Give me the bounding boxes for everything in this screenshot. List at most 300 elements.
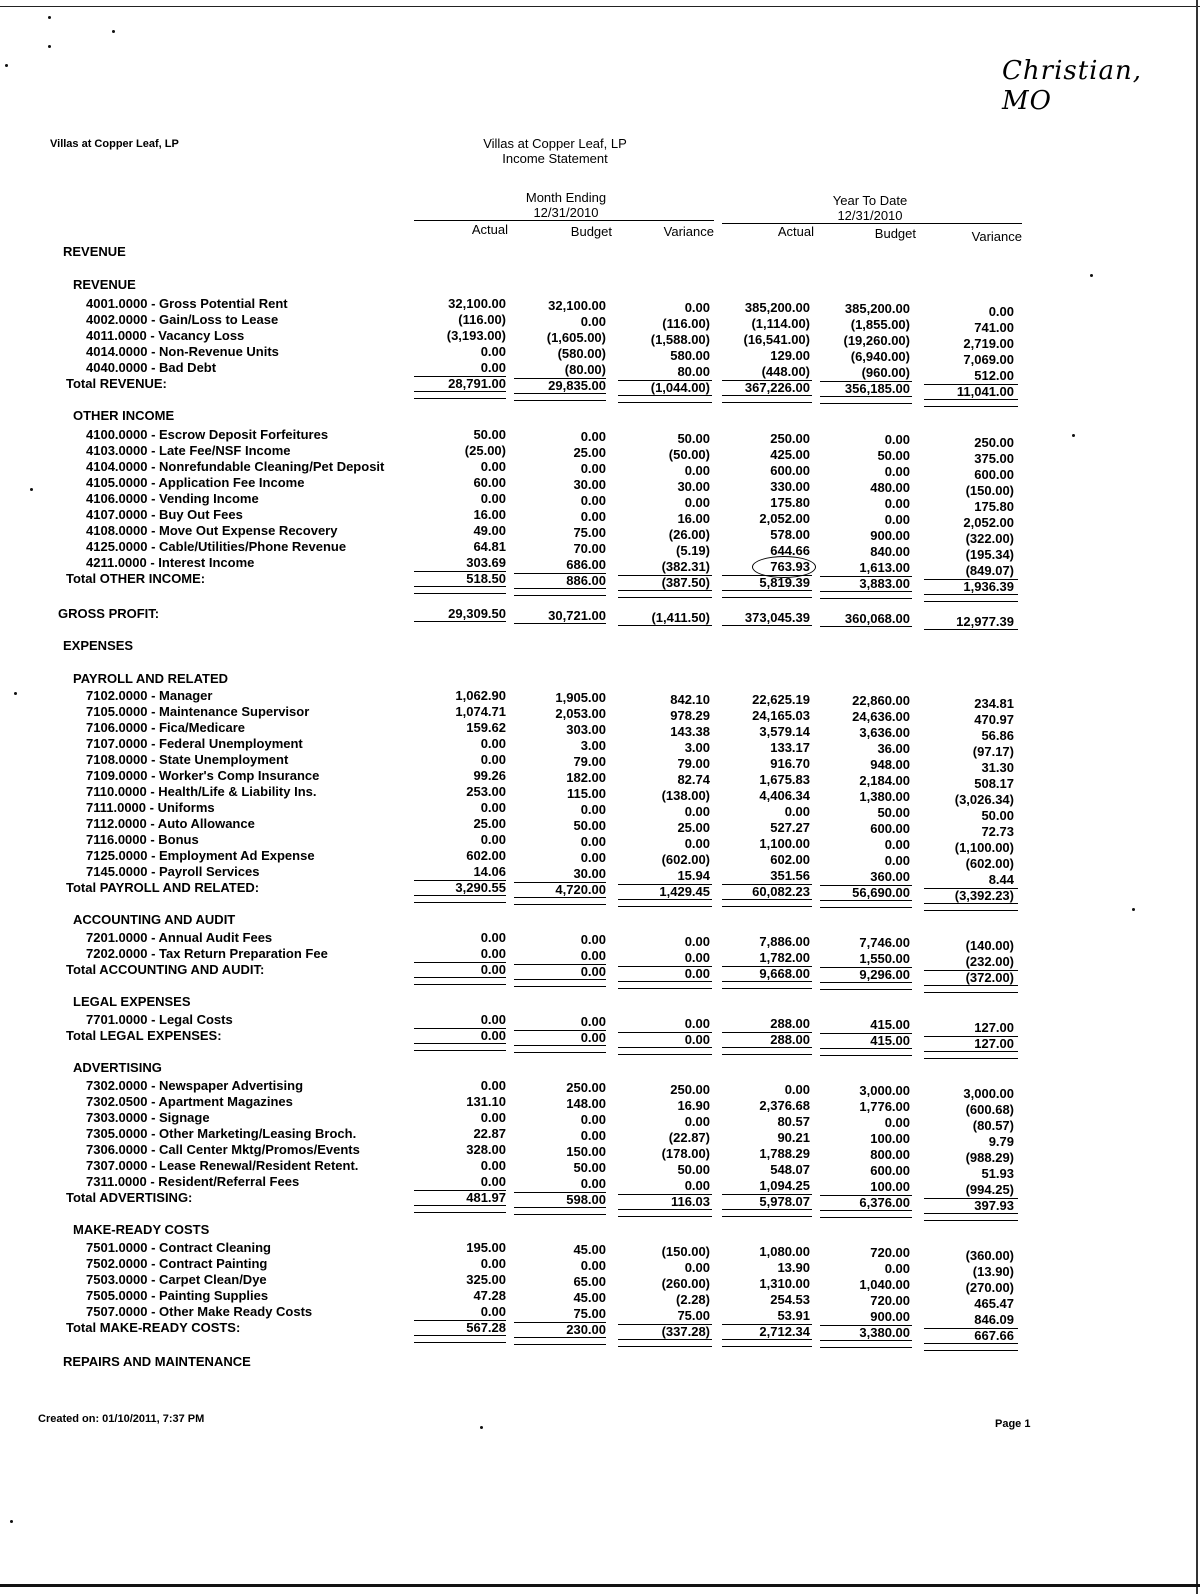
- amount-cell: 230.00: [566, 1322, 606, 1337]
- account-label: 4100.0000 - Escrow Deposit Forfeitures: [86, 427, 329, 442]
- total-rule: [514, 897, 606, 905]
- amount-cell: 2,376.68: [759, 1098, 810, 1113]
- amount-cell: 9.79: [988, 1134, 1014, 1149]
- amount-cell: 16.00: [677, 511, 710, 526]
- account-label: 7111.0000 - Uniforms: [86, 800, 215, 815]
- amount-cell: (1,855.00): [850, 317, 910, 332]
- amount-cell: 50.00: [877, 805, 910, 820]
- line-item-row: [0, 1012, 1200, 1035]
- amount-cell: 846.09: [974, 1312, 1014, 1327]
- line-item-row: [0, 328, 1200, 351]
- ytd-period-header: [800, 193, 940, 223]
- amount-cell: (6,940.00): [850, 349, 910, 364]
- amount-cell: 1,782.00: [759, 950, 810, 965]
- amount-cell: 9,296.00: [859, 967, 910, 982]
- line-item-row: [0, 443, 1200, 466]
- company-name-center: Villas at Copper Leaf, LP: [483, 136, 627, 151]
- amount-cell: (1,100.00): [954, 840, 1014, 855]
- amount-cell: (849.07): [965, 563, 1014, 578]
- amount-cell: 79.00: [677, 756, 710, 771]
- total-rule: [924, 1051, 1018, 1059]
- amount-cell: 0.00: [884, 1261, 910, 1276]
- total-rule: [414, 391, 506, 399]
- section-heading-row: [0, 1354, 1200, 1370]
- amount-cell: 24,636.00: [852, 709, 910, 724]
- amount-cell: 0.00: [480, 962, 506, 977]
- amount-cell: 0.00: [684, 966, 710, 981]
- report-title: Income Statement: [502, 151, 608, 166]
- amount-cell: 602.00: [466, 848, 506, 863]
- amount-cell: 3,000.00: [963, 1086, 1014, 1101]
- amount-cell: 0.00: [480, 752, 506, 767]
- amount-cell: 667.66: [974, 1328, 1014, 1343]
- line-item-row: [0, 555, 1200, 578]
- amount-cell: 49.00: [473, 523, 506, 538]
- amount-cell: 0.00: [884, 496, 910, 511]
- amount-cell: 1,380.00: [859, 789, 910, 804]
- amount-cell: 47.28: [473, 1288, 506, 1303]
- scan-speck: [48, 45, 51, 48]
- account-label: 7145.0000 - Payroll Services: [86, 864, 260, 879]
- account-label: 7503.0000 - Carpet Clean/Dye: [86, 1272, 267, 1287]
- amount-cell: 0.00: [480, 1078, 506, 1093]
- amount-cell: 2,052.00: [759, 511, 810, 526]
- amount-cell: 75.00: [677, 1308, 710, 1323]
- amount-cell: 56.86: [981, 728, 1014, 743]
- amount-cell: 303.00: [566, 722, 606, 737]
- amount-cell: (1,114.00): [751, 316, 810, 331]
- amount-cell: 470.97: [974, 712, 1014, 727]
- scan-speck: [48, 16, 51, 19]
- account-label: 4040.0000 - Bad Debt: [86, 360, 217, 375]
- amount-cell: 2,712.34: [759, 1324, 810, 1339]
- amount-cell: 0.00: [684, 1260, 710, 1275]
- line-item-row: [0, 539, 1200, 562]
- amount-cell: 4,406.34: [759, 788, 810, 803]
- account-label: 7502.0000 - Contract Painting: [86, 1256, 268, 1271]
- total-rule: [924, 399, 1018, 407]
- amount-cell: 0.00: [580, 1258, 606, 1273]
- amount-cell: 518.50: [466, 571, 506, 586]
- amount-cell: 425.00: [770, 447, 810, 462]
- amount-cell: 0.00: [684, 463, 710, 478]
- total-rule: [514, 588, 606, 596]
- amount-cell: (600.68): [965, 1102, 1014, 1117]
- amount-cell: 288.00: [770, 1016, 810, 1031]
- line-item-row: [0, 1304, 1200, 1327]
- amount-cell: 0.00: [580, 493, 606, 508]
- amount-cell: 25.00: [473, 816, 506, 831]
- amount-cell: 7,069.00: [963, 352, 1014, 367]
- amount-cell: 0.00: [480, 491, 506, 506]
- total-row: [0, 571, 1200, 594]
- gross-profit-row: [0, 606, 1200, 629]
- amount-cell: (178.00): [661, 1146, 710, 1161]
- total-rule: [820, 1048, 912, 1056]
- section-heading-row: [0, 408, 1200, 424]
- amount-cell: 5,978.07: [759, 1194, 810, 1209]
- amount-cell: 60.00: [473, 475, 506, 490]
- scan-bottom-edge: [0, 1584, 1200, 1587]
- amount-cell: 0.00: [884, 464, 910, 479]
- amount-cell: 1,062.90: [455, 688, 506, 703]
- amount-cell: 0.00: [580, 948, 606, 963]
- amount-cell: 0.00: [480, 1028, 506, 1043]
- total-rule: [618, 1339, 712, 1347]
- amount-cell: 0.00: [684, 300, 710, 315]
- amount-cell: 0.00: [580, 834, 606, 849]
- amount-cell: (97.17): [972, 744, 1014, 759]
- account-label: 4001.0000 - Gross Potential Rent: [86, 296, 288, 311]
- amount-cell: 50.00: [573, 1160, 606, 1175]
- amount-cell: 250.00: [670, 1082, 710, 1097]
- total-rule: [820, 900, 912, 908]
- amount-cell: 644.66: [770, 543, 810, 558]
- col-month-budget: Budget: [570, 224, 612, 239]
- amount-cell: (448.00): [761, 364, 810, 379]
- total-rule: [722, 981, 812, 989]
- amount-cell: 22,625.19: [752, 692, 810, 707]
- account-label: 7116.0000 - Bonus: [86, 832, 199, 847]
- amount-cell: 385,200.00: [744, 300, 810, 315]
- amount-cell: 24,165.03: [752, 708, 810, 723]
- account-label: 4108.0000 - Move Out Expense Recovery: [86, 523, 338, 538]
- amount-cell: 602.00: [770, 852, 810, 867]
- amount-cell: 720.00: [870, 1293, 910, 1308]
- amount-cell: 0.00: [480, 1158, 506, 1173]
- scan-speck: [480, 1426, 483, 1429]
- section-label: Total ADVERTISING:: [66, 1190, 193, 1205]
- amount-cell: (580.00): [557, 346, 606, 361]
- amount-cell: 1,074.71: [455, 704, 506, 719]
- amount-cell: 0.00: [684, 934, 710, 949]
- amount-cell: 25.00: [573, 445, 606, 460]
- amount-cell: 481.97: [466, 1190, 506, 1205]
- total-rule: [820, 591, 912, 599]
- amount-cell: 0.00: [580, 1014, 606, 1029]
- amount-cell: (382.31): [661, 559, 710, 574]
- line-item-row: [0, 1110, 1200, 1133]
- total-row: [0, 880, 1200, 903]
- line-item-row: [0, 1288, 1200, 1311]
- total-rule: [514, 393, 606, 401]
- amount-cell: 250.00: [974, 435, 1014, 450]
- account-label: 7107.0000 - Federal Unemployment: [86, 736, 303, 751]
- section-label: OTHER INCOME: [73, 408, 175, 423]
- total-rule: [618, 590, 712, 598]
- amount-cell: 1,788.29: [759, 1146, 810, 1161]
- section-label: Total REVENUE:: [66, 376, 167, 391]
- amount-cell: 64.81: [473, 539, 506, 554]
- amount-cell: 3,883.00: [859, 576, 910, 591]
- amount-cell: (602.00): [661, 852, 710, 867]
- total-rule: [722, 1047, 812, 1055]
- line-item-row: [0, 312, 1200, 335]
- amount-cell: 978.29: [670, 708, 710, 723]
- page-number: Page 1: [995, 1418, 1031, 1430]
- amount-cell: 567.28: [466, 1320, 506, 1335]
- account-label: 4105.0000 - Application Fee Income: [86, 475, 305, 490]
- line-item-row: [0, 832, 1200, 855]
- amount-cell: 99.26: [473, 768, 506, 783]
- account-label: 7507.0000 - Other Make Ready Costs: [86, 1304, 313, 1319]
- line-item-row: [0, 427, 1200, 450]
- total-rule: [414, 1205, 506, 1213]
- amount-cell: 3,290.55: [455, 880, 506, 895]
- amount-cell: 5,819.39: [759, 575, 810, 590]
- line-item-row: [0, 784, 1200, 807]
- amount-cell: 12,977.39: [956, 614, 1014, 629]
- amount-cell: 0.00: [480, 946, 506, 961]
- amount-cell: 0.00: [580, 461, 606, 476]
- amount-cell: (270.00): [965, 1280, 1014, 1295]
- account-label: 7501.0000 - Contract Cleaning: [86, 1240, 271, 1255]
- amount-cell: (3,026.34): [954, 792, 1014, 807]
- month-period-date: 12/31/2010: [533, 205, 599, 220]
- amount-cell: 250.00: [566, 1080, 606, 1095]
- month-period-header: [496, 190, 636, 220]
- total-rule: [924, 903, 1018, 911]
- amount-cell: 0.00: [684, 836, 710, 851]
- amount-cell: 375.00: [974, 451, 1014, 466]
- amount-cell: (1,044.00): [650, 380, 710, 395]
- total-rule: [722, 1339, 812, 1347]
- amount-cell: 8.44: [988, 872, 1014, 887]
- amount-cell: 356,185.00: [844, 381, 910, 396]
- total-rule: [414, 977, 506, 985]
- total-rule: [820, 1340, 912, 1348]
- section-heading-row: [0, 1222, 1200, 1238]
- section-label: EXPENSES: [63, 638, 134, 653]
- scan-speck: [5, 64, 8, 67]
- col-ytd-variance: Variance: [971, 229, 1022, 244]
- amount-cell: 51.93: [981, 1166, 1014, 1181]
- account-label: 7106.0000 - Fica/Medicare: [86, 720, 245, 735]
- section-heading-row: [0, 671, 1200, 687]
- amount-cell: 0.00: [580, 1112, 606, 1127]
- amount-cell: 75.00: [573, 1306, 606, 1321]
- section-label: LEGAL EXPENSES: [73, 994, 191, 1009]
- section-label: Total LEGAL EXPENSES:: [66, 1028, 222, 1043]
- amount-cell: 0.00: [480, 736, 506, 751]
- amount-cell: 0.00: [580, 429, 606, 444]
- amount-cell: 22.87: [473, 1126, 506, 1141]
- amount-cell: 30.00: [677, 479, 710, 494]
- amount-cell: 82.74: [677, 772, 710, 787]
- amount-cell: (322.00): [965, 531, 1014, 546]
- scan-speck: [10, 1520, 13, 1523]
- amount-cell: 916.70: [770, 756, 810, 771]
- amount-cell: 1,094.25: [759, 1178, 810, 1193]
- amount-cell: 948.00: [870, 757, 910, 772]
- amount-cell: 234.81: [974, 696, 1014, 711]
- amount-cell: 175.80: [770, 495, 810, 510]
- amount-cell: 686.00: [566, 557, 606, 572]
- amount-cell: 70.00: [573, 541, 606, 556]
- amount-cell: (116.00): [662, 316, 710, 331]
- col-month-variance: Variance: [663, 224, 714, 239]
- report-header: [470, 136, 640, 166]
- account-label: 7302.0000 - Newspaper Advertising: [86, 1078, 304, 1093]
- line-item-row: [0, 704, 1200, 727]
- amount-cell: (2.28): [676, 1292, 710, 1307]
- amount-cell: 80.00: [677, 364, 710, 379]
- amount-cell: 6,376.00: [859, 1195, 910, 1210]
- amount-cell: 50.00: [981, 808, 1014, 823]
- amount-cell: 16.90: [677, 1098, 710, 1113]
- amount-cell: (387.50): [661, 575, 710, 590]
- total-rule: [514, 1045, 606, 1053]
- amount-cell: 1,613.00: [859, 560, 910, 575]
- amount-cell: 373,045.39: [744, 610, 810, 625]
- amount-cell: 0.00: [480, 1174, 506, 1189]
- amount-cell: 0.00: [580, 932, 606, 947]
- line-item-row: [0, 1094, 1200, 1117]
- amount-cell: 1,936.39: [963, 579, 1014, 594]
- account-label: 7311.0000 - Resident/Referral Fees: [86, 1174, 300, 1189]
- total-row: [0, 962, 1200, 985]
- section-heading-row: [0, 1060, 1200, 1076]
- amount-cell: 1,905.00: [555, 690, 606, 705]
- amount-cell: (372.00): [965, 970, 1014, 985]
- amount-cell: 129.00: [770, 348, 810, 363]
- amount-cell: 0.00: [684, 1032, 710, 1047]
- total-row: [0, 376, 1200, 399]
- amount-cell: 0.00: [580, 850, 606, 865]
- amount-cell: 0.00: [884, 853, 910, 868]
- amount-cell: 72.73: [981, 824, 1014, 839]
- amount-cell: 0.00: [580, 1128, 606, 1143]
- total-rule: [414, 895, 506, 903]
- amount-cell: 30,721.00: [548, 608, 606, 623]
- amount-cell: 600.00: [770, 463, 810, 478]
- line-item-row: [0, 360, 1200, 383]
- total-row: [0, 1190, 1200, 1213]
- amount-cell: 0.00: [480, 344, 506, 359]
- amount-cell: 1,040.00: [859, 1277, 910, 1292]
- col-month-actual: Actual: [471, 222, 508, 237]
- amount-cell: 116.03: [670, 1194, 710, 1209]
- section-label: REVENUE: [73, 277, 136, 292]
- amount-cell: 50.00: [877, 448, 910, 463]
- amount-cell: (994.25): [965, 1182, 1014, 1197]
- amount-cell: 45.00: [573, 1290, 606, 1305]
- amount-cell: (3,193.00): [446, 328, 506, 343]
- amount-cell: 720.00: [870, 1245, 910, 1260]
- amount-cell: 0.00: [480, 930, 506, 945]
- handwritten-note: Christian, MO: [1002, 56, 1142, 116]
- total-rule: [722, 899, 812, 907]
- amount-cell: (25.00): [464, 443, 506, 458]
- amount-cell: 415.00: [870, 1017, 910, 1032]
- total-rule: [722, 395, 812, 403]
- amount-cell: (50.00): [668, 447, 710, 462]
- amount-cell: 330.00: [770, 479, 810, 494]
- account-label: 4211.0000 - Interest Income: [86, 555, 255, 570]
- line-item-row: [0, 1142, 1200, 1165]
- total-rule: [820, 982, 912, 990]
- amount-cell: 29,309.50: [448, 606, 506, 621]
- line-item-row: [0, 344, 1200, 367]
- amount-cell: 1,776.00: [859, 1099, 910, 1114]
- amount-cell: 288.00: [770, 1032, 810, 1047]
- amount-cell: 1,675.83: [759, 772, 810, 787]
- account-label: 4106.0000 - Vending Income: [86, 491, 259, 506]
- company-name-left: Villas at Copper Leaf, LP: [50, 138, 179, 150]
- amount-cell: 0.00: [684, 804, 710, 819]
- amount-cell: 508.17: [974, 776, 1014, 791]
- total-rule: [618, 395, 712, 403]
- amount-cell: 0.00: [480, 1110, 506, 1125]
- total-rule: [924, 629, 1018, 630]
- section-label: Total PAYROLL AND RELATED:: [66, 880, 260, 895]
- amount-cell: 30.00: [573, 477, 606, 492]
- amount-cell: 385,200.00: [844, 301, 910, 316]
- amount-cell: 600.00: [870, 821, 910, 836]
- total-rule: [514, 623, 606, 624]
- section-label: REVENUE: [63, 244, 126, 259]
- total-rule: [722, 590, 812, 598]
- amount-cell: 0.00: [580, 964, 606, 979]
- amount-cell: (80.57): [972, 1118, 1014, 1133]
- amount-cell: 45.00: [573, 1242, 606, 1257]
- amount-cell: 1,310.00: [759, 1276, 810, 1291]
- total-rule: [414, 1043, 506, 1051]
- amount-cell: 143.38: [670, 724, 710, 739]
- account-label: 7302.0500 - Apartment Magazines: [86, 1094, 293, 1109]
- amount-cell: 182.00: [566, 770, 606, 785]
- amount-cell: 115.00: [566, 786, 606, 801]
- amount-cell: 31.30: [981, 760, 1014, 775]
- scan-speck: [112, 30, 115, 33]
- amount-cell: 415.00: [870, 1033, 910, 1048]
- amount-cell: (988.29): [965, 1150, 1014, 1165]
- line-item-row: [0, 507, 1200, 530]
- amount-cell: 741.00: [974, 320, 1014, 335]
- amount-cell: 7,886.00: [759, 934, 810, 949]
- amount-cell: 159.62: [466, 720, 506, 735]
- total-rule: [722, 625, 812, 626]
- amount-cell: 79.00: [573, 754, 606, 769]
- line-item-row: [0, 816, 1200, 839]
- line-item-row: [0, 459, 1200, 482]
- section-heading-row: [0, 638, 1200, 654]
- total-rule: [924, 1343, 1018, 1351]
- amount-cell: 90.21: [777, 1130, 810, 1145]
- section-heading-row: [0, 994, 1200, 1010]
- total-rule: [820, 626, 912, 627]
- amount-cell: (150.00): [661, 1244, 710, 1259]
- month-period-label: Month Ending: [525, 190, 607, 205]
- amount-cell: 2,184.00: [859, 773, 910, 788]
- amount-cell: (232.00): [965, 954, 1014, 969]
- amount-cell: 127.00: [974, 1036, 1014, 1051]
- amount-cell: 0.00: [684, 1178, 710, 1193]
- amount-cell: 0.00: [480, 1304, 506, 1319]
- amount-cell: 4,720.00: [555, 882, 606, 897]
- amount-cell: 29,835.00: [548, 378, 606, 393]
- amount-cell: (138.00): [661, 788, 710, 803]
- amount-cell: (140.00): [965, 938, 1014, 953]
- line-item-row: [0, 736, 1200, 759]
- amount-cell: 56,690.00: [852, 885, 910, 900]
- col-ytd-actual: Actual: [777, 224, 814, 239]
- amount-cell: 328.00: [466, 1142, 506, 1157]
- account-label: 7701.0000 - Legal Costs: [86, 1012, 233, 1027]
- amount-cell: 397.93: [974, 1198, 1014, 1213]
- amount-cell: 50.00: [573, 818, 606, 833]
- line-item-row: [0, 864, 1200, 887]
